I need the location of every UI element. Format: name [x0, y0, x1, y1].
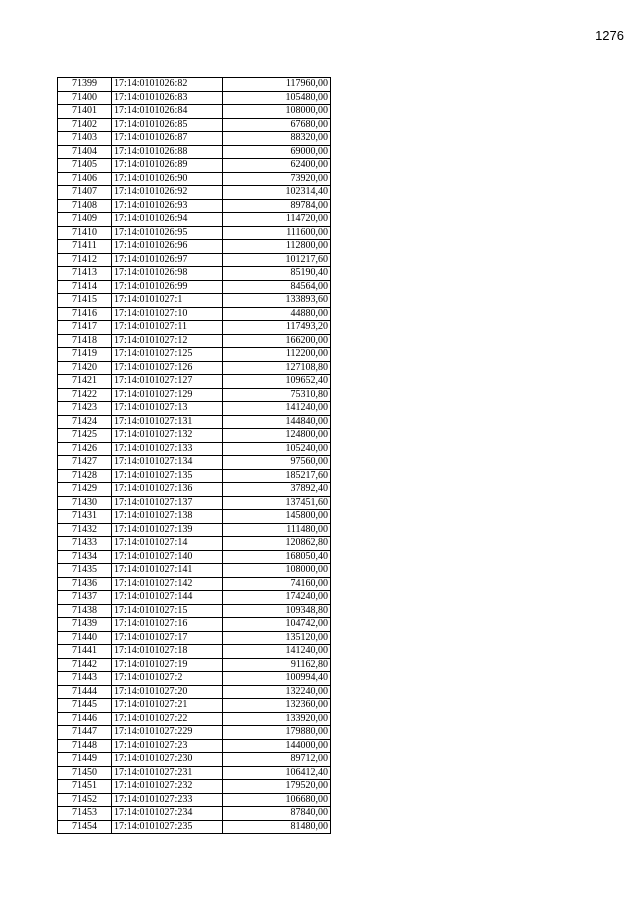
value-cell: 166200,00 [223, 334, 331, 348]
row-number-cell: 71430 [58, 496, 112, 510]
cadastral-number-cell: 17:14:0101027:14 [112, 537, 223, 551]
value-cell: 112200,00 [223, 348, 331, 362]
value-cell: 108000,00 [223, 564, 331, 578]
value-cell: 69000,00 [223, 145, 331, 159]
value-cell: 141240,00 [223, 402, 331, 416]
cadastral-number-cell: 17:14:0101027:144 [112, 591, 223, 605]
cadastral-number-cell: 17:14:0101026:85 [112, 118, 223, 132]
table-row [58, 645, 331, 659]
row-number-cell: 71411 [58, 240, 112, 254]
cadastral-number-cell: 17:14:0101026:92 [112, 186, 223, 200]
table-row [58, 118, 331, 132]
value-cell: 111480,00 [223, 523, 331, 537]
table-row [58, 145, 331, 159]
cadastral-number-cell: 17:14:0101026:96 [112, 240, 223, 254]
table-row [58, 537, 331, 551]
row-number-cell: 71427 [58, 456, 112, 470]
cadastral-number-cell: 17:14:0101027:1 [112, 294, 223, 308]
table-row [58, 361, 331, 375]
cadastral-number-cell: 17:14:0101026:98 [112, 267, 223, 281]
table-row [58, 672, 331, 686]
cadastral-number-cell: 17:14:0101027:229 [112, 726, 223, 740]
row-number-cell: 71446 [58, 712, 112, 726]
row-number-cell: 71417 [58, 321, 112, 335]
table-row [58, 726, 331, 740]
value-cell: 89784,00 [223, 199, 331, 213]
table-row [58, 186, 331, 200]
value-cell: 100994,40 [223, 672, 331, 686]
cadastral-number-cell: 17:14:0101027:20 [112, 685, 223, 699]
table-row [58, 226, 331, 240]
table-row [58, 172, 331, 186]
row-number-cell: 71444 [58, 685, 112, 699]
value-cell: 106412,40 [223, 766, 331, 780]
table-row [58, 91, 331, 105]
table-row [58, 199, 331, 213]
row-number-cell: 71414 [58, 280, 112, 294]
row-number-cell: 71415 [58, 294, 112, 308]
cadastral-number-cell: 17:14:0101027:127 [112, 375, 223, 389]
table-row [58, 240, 331, 254]
row-number-cell: 71435 [58, 564, 112, 578]
row-number-cell: 71419 [58, 348, 112, 362]
cadastral-number-cell: 17:14:0101027:10 [112, 307, 223, 321]
cadastral-number-cell: 17:14:0101027:2 [112, 672, 223, 686]
table-row [58, 348, 331, 362]
cadastral-number-cell: 17:14:0101026:95 [112, 226, 223, 240]
table-row [58, 213, 331, 227]
table-row [58, 577, 331, 591]
row-number-cell: 71424 [58, 415, 112, 429]
value-cell: 124800,00 [223, 429, 331, 443]
value-cell: 109652,40 [223, 375, 331, 389]
row-number-cell: 71440 [58, 631, 112, 645]
cadastral-number-cell: 17:14:0101027:11 [112, 321, 223, 335]
table-row [58, 780, 331, 794]
value-cell: 108000,00 [223, 105, 331, 119]
row-number-cell: 71449 [58, 753, 112, 767]
value-cell: 132360,00 [223, 699, 331, 713]
cadastral-number-cell: 17:14:0101027:139 [112, 523, 223, 537]
value-cell: 89712,00 [223, 753, 331, 767]
row-number-cell: 71426 [58, 442, 112, 456]
row-number-cell: 71400 [58, 91, 112, 105]
row-number-cell: 71451 [58, 780, 112, 794]
cadastral-number-cell: 17:14:0101026:97 [112, 253, 223, 267]
table-row [58, 604, 331, 618]
cadastral-number-cell: 17:14:0101027:134 [112, 456, 223, 470]
value-cell: 144840,00 [223, 415, 331, 429]
row-number-cell: 71416 [58, 307, 112, 321]
value-cell: 133893,60 [223, 294, 331, 308]
cadastral-number-cell: 17:14:0101027:135 [112, 469, 223, 483]
table-row [58, 699, 331, 713]
row-number-cell: 71403 [58, 132, 112, 146]
cadastral-number-cell: 17:14:0101027:23 [112, 739, 223, 753]
table-row [58, 294, 331, 308]
row-number-cell: 71407 [58, 186, 112, 200]
row-number-cell: 71454 [58, 820, 112, 834]
value-cell: 91162,80 [223, 658, 331, 672]
table-row [58, 469, 331, 483]
table-row [58, 456, 331, 470]
cadastral-number-cell: 17:14:0101027:126 [112, 361, 223, 375]
row-number-cell: 71418 [58, 334, 112, 348]
page-number: 1276 [595, 28, 624, 43]
cadastral-number-cell: 17:14:0101027:13 [112, 402, 223, 416]
value-cell: 102314,40 [223, 186, 331, 200]
table-row [58, 307, 331, 321]
cadastral-number-cell: 17:14:0101027:132 [112, 429, 223, 443]
value-cell: 117960,00 [223, 78, 331, 92]
value-cell: 145800,00 [223, 510, 331, 524]
table-row [58, 402, 331, 416]
row-number-cell: 71442 [58, 658, 112, 672]
row-number-cell: 71422 [58, 388, 112, 402]
row-number-cell: 71437 [58, 591, 112, 605]
value-cell: 141240,00 [223, 645, 331, 659]
cadastral-number-cell: 17:14:0101026:87 [112, 132, 223, 146]
table-row [58, 591, 331, 605]
row-number-cell: 71421 [58, 375, 112, 389]
cadastral-number-cell: 17:14:0101026:94 [112, 213, 223, 227]
cadastral-number-cell: 17:14:0101027:136 [112, 483, 223, 497]
value-cell: 73920,00 [223, 172, 331, 186]
cadastral-number-cell: 17:14:0101026:84 [112, 105, 223, 119]
cadastral-number-cell: 17:14:0101027:138 [112, 510, 223, 524]
value-cell: 104742,00 [223, 618, 331, 632]
row-number-cell: 71404 [58, 145, 112, 159]
row-number-cell: 71448 [58, 739, 112, 753]
table-row [58, 415, 331, 429]
value-cell: 179880,00 [223, 726, 331, 740]
value-cell: 105240,00 [223, 442, 331, 456]
cadastral-number-cell: 17:14:0101027:21 [112, 699, 223, 713]
table-row [58, 253, 331, 267]
row-number-cell: 71450 [58, 766, 112, 780]
table-row [58, 78, 331, 92]
table-row [58, 496, 331, 510]
table-row [58, 564, 331, 578]
cadastral-number-cell: 17:14:0101027:141 [112, 564, 223, 578]
value-cell: 75310,80 [223, 388, 331, 402]
cadastral-number-cell: 17:14:0101026:90 [112, 172, 223, 186]
row-number-cell: 71434 [58, 550, 112, 564]
value-cell: 44880,00 [223, 307, 331, 321]
table-row [58, 618, 331, 632]
table-row [58, 658, 331, 672]
row-number-cell: 71408 [58, 199, 112, 213]
cadastral-number-cell: 17:14:0101027:131 [112, 415, 223, 429]
cadastral-number-cell: 17:14:0101027:142 [112, 577, 223, 591]
value-cell: 127108,80 [223, 361, 331, 375]
table-row [58, 766, 331, 780]
value-cell: 84564,00 [223, 280, 331, 294]
value-cell: 117493,20 [223, 321, 331, 335]
table-row [58, 442, 331, 456]
value-cell: 135120,00 [223, 631, 331, 645]
table-row [58, 321, 331, 335]
table-row [58, 550, 331, 564]
table-row [58, 820, 331, 834]
value-cell: 62400,00 [223, 159, 331, 173]
row-number-cell: 71439 [58, 618, 112, 632]
row-number-cell: 71399 [58, 78, 112, 92]
value-cell: 144000,00 [223, 739, 331, 753]
value-cell: 88320,00 [223, 132, 331, 146]
row-number-cell: 71447 [58, 726, 112, 740]
cadastral-number-cell: 17:14:0101026:82 [112, 78, 223, 92]
row-number-cell: 71413 [58, 267, 112, 281]
cadastral-number-cell: 17:14:0101027:137 [112, 496, 223, 510]
row-number-cell: 71438 [58, 604, 112, 618]
table-row [58, 793, 331, 807]
cadastral-value-table [57, 77, 331, 834]
cadastral-number-cell: 17:14:0101027:234 [112, 807, 223, 821]
row-number-cell: 71432 [58, 523, 112, 537]
row-number-cell: 71420 [58, 361, 112, 375]
row-number-cell: 71410 [58, 226, 112, 240]
table-row [58, 429, 331, 443]
value-cell: 101217,60 [223, 253, 331, 267]
cadastral-number-cell: 17:14:0101027:232 [112, 780, 223, 794]
cadastral-number-cell: 17:14:0101027:16 [112, 618, 223, 632]
value-cell: 81480,00 [223, 820, 331, 834]
cadastral-number-cell: 17:14:0101027:233 [112, 793, 223, 807]
value-cell: 111600,00 [223, 226, 331, 240]
cadastral-number-cell: 17:14:0101027:231 [112, 766, 223, 780]
cadastral-number-cell: 17:14:0101026:93 [112, 199, 223, 213]
table-row [58, 739, 331, 753]
cadastral-number-cell: 17:14:0101027:17 [112, 631, 223, 645]
table-row [58, 334, 331, 348]
cadastral-number-cell: 17:14:0101027:18 [112, 645, 223, 659]
row-number-cell: 71425 [58, 429, 112, 443]
cadastral-number-cell: 17:14:0101027:15 [112, 604, 223, 618]
cadastral-number-cell: 17:14:0101027:133 [112, 442, 223, 456]
value-cell: 37892,40 [223, 483, 331, 497]
cadastral-number-cell: 17:14:0101027:140 [112, 550, 223, 564]
table-row [58, 483, 331, 497]
cadastral-number-cell: 17:14:0101027:19 [112, 658, 223, 672]
table-row [58, 753, 331, 767]
table-row [58, 631, 331, 645]
cadastral-number-cell: 17:14:0101027:230 [112, 753, 223, 767]
value-cell: 106680,00 [223, 793, 331, 807]
value-cell: 174240,00 [223, 591, 331, 605]
table-row [58, 712, 331, 726]
table-row [58, 267, 331, 281]
row-number-cell: 71405 [58, 159, 112, 173]
row-number-cell: 71443 [58, 672, 112, 686]
cadastral-number-cell: 17:14:0101027:235 [112, 820, 223, 834]
value-cell: 114720,00 [223, 213, 331, 227]
value-cell: 185217,60 [223, 469, 331, 483]
value-cell: 133920,00 [223, 712, 331, 726]
value-cell: 85190,40 [223, 267, 331, 281]
row-number-cell: 71431 [58, 510, 112, 524]
table-row [58, 523, 331, 537]
value-cell: 179520,00 [223, 780, 331, 794]
table-row [58, 105, 331, 119]
table-body [58, 78, 331, 834]
row-number-cell: 71433 [58, 537, 112, 551]
row-number-cell: 71402 [58, 118, 112, 132]
table-row [58, 132, 331, 146]
table-row [58, 388, 331, 402]
table-row [58, 685, 331, 699]
row-number-cell: 71429 [58, 483, 112, 497]
table-row [58, 159, 331, 173]
row-number-cell: 71428 [58, 469, 112, 483]
cadastral-number-cell: 17:14:0101027:22 [112, 712, 223, 726]
value-cell: 120862,80 [223, 537, 331, 551]
value-cell: 137451,60 [223, 496, 331, 510]
row-number-cell: 71409 [58, 213, 112, 227]
cadastral-number-cell: 17:14:0101026:99 [112, 280, 223, 294]
value-cell: 97560,00 [223, 456, 331, 470]
row-number-cell: 71423 [58, 402, 112, 416]
row-number-cell: 71452 [58, 793, 112, 807]
row-number-cell: 71453 [58, 807, 112, 821]
table-row [58, 510, 331, 524]
value-cell: 132240,00 [223, 685, 331, 699]
table-row [58, 280, 331, 294]
cadastral-number-cell: 17:14:0101026:89 [112, 159, 223, 173]
value-cell: 105480,00 [223, 91, 331, 105]
row-number-cell: 71441 [58, 645, 112, 659]
cadastral-number-cell: 17:14:0101027:125 [112, 348, 223, 362]
row-number-cell: 71401 [58, 105, 112, 119]
value-cell: 74160,00 [223, 577, 331, 591]
cadastral-number-cell: 17:14:0101027:129 [112, 388, 223, 402]
cadastral-number-cell: 17:14:0101026:88 [112, 145, 223, 159]
value-cell: 67680,00 [223, 118, 331, 132]
value-cell: 168050,40 [223, 550, 331, 564]
row-number-cell: 71445 [58, 699, 112, 713]
row-number-cell: 71412 [58, 253, 112, 267]
table-row [58, 807, 331, 821]
table-row [58, 375, 331, 389]
value-cell: 87840,00 [223, 807, 331, 821]
row-number-cell: 71436 [58, 577, 112, 591]
cadastral-number-cell: 17:14:0101027:12 [112, 334, 223, 348]
value-cell: 109348,80 [223, 604, 331, 618]
row-number-cell: 71406 [58, 172, 112, 186]
cadastral-number-cell: 17:14:0101026:83 [112, 91, 223, 105]
value-cell: 112800,00 [223, 240, 331, 254]
